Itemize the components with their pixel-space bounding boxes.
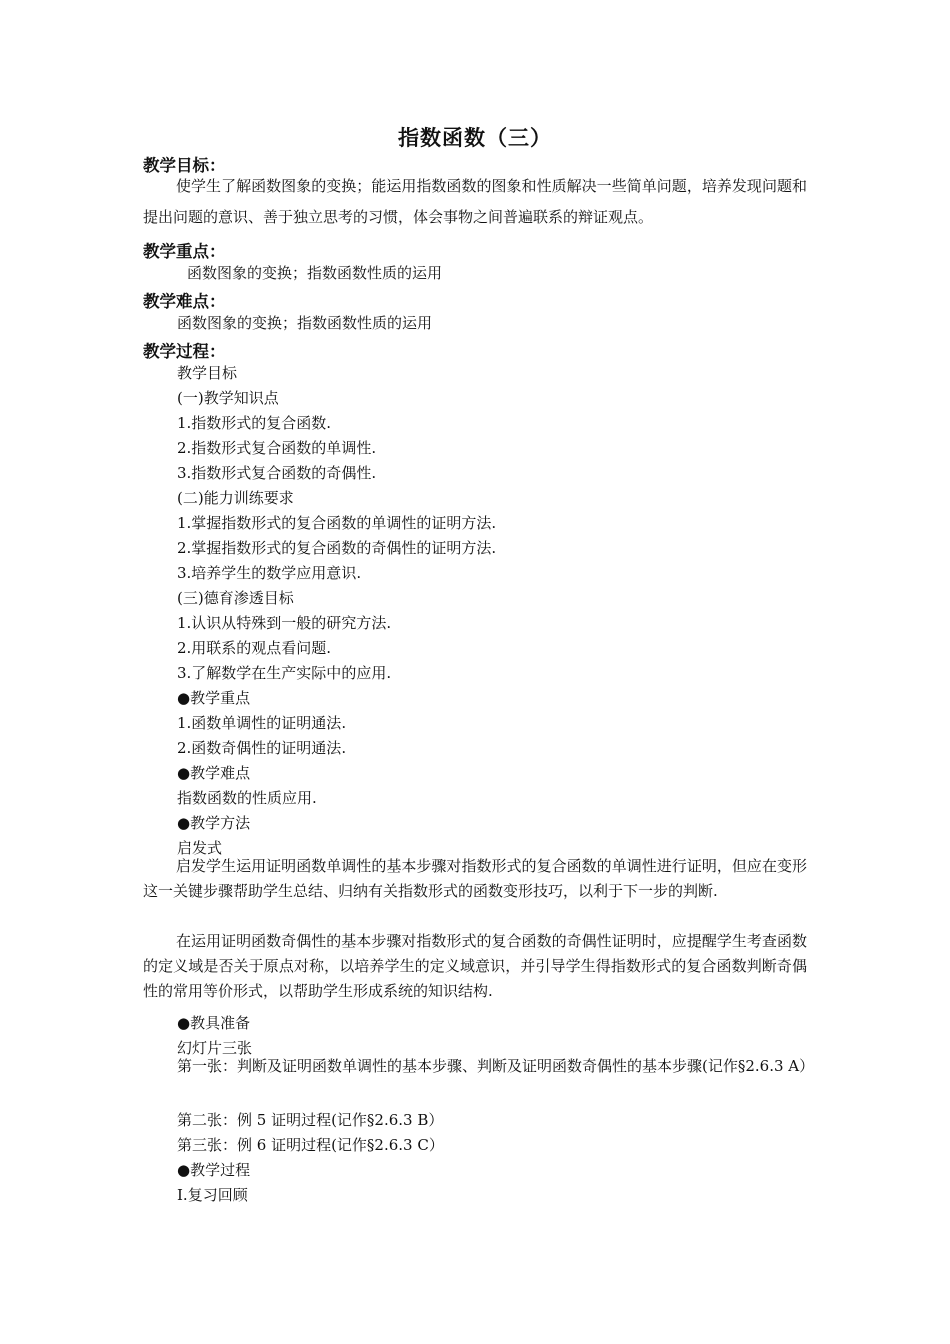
key-point-heading: 教学重点： bbox=[143, 242, 226, 261]
difficult-point-heading: 教学难点： bbox=[143, 292, 226, 311]
page-title: 指数函数（三） bbox=[398, 126, 552, 150]
tools-heading: ●教具准备 bbox=[177, 1014, 251, 1032]
slide-1-text: 第一张：判断及证明函数单调性的基本步骤、判断及证明函数奇偶性的基本步骤(记作§2.6.3 A） bbox=[177, 1057, 815, 1075]
list-item: 3.了解数学在生产实际中的应用. bbox=[177, 664, 392, 682]
list-item: (二)能力训练要求 bbox=[177, 489, 294, 507]
list-item: (三)德育渗透目标 bbox=[177, 589, 294, 607]
method-paragraph-1: 启发学生运用证明函数单调性的基本步骤对指数形式的复合函数的单调性进行证明，但应在变形这一关键步骤帮助学生总结、归纳有关指数形式的函数变形技巧，以利于下一步的判断. bbox=[143, 857, 807, 900]
goal-paragraph: 使学生了解函数图象的变换；能运用指数函数的图象和性质解决一些简单问题，培养发现问题和提出问题的意识、善于独立思考的习惯，体会事物之间普遍联系的辩证观点。 bbox=[143, 177, 807, 226]
list-item: ●教学方法 bbox=[177, 814, 251, 832]
list-item: 3.培养学生的数学应用意识. bbox=[177, 564, 362, 582]
list-item: 2.掌握指数形式的复合函数的奇偶性的证明方法. bbox=[177, 539, 497, 557]
key-point-text: 函数图象的变换；指数函数性质的运用 bbox=[187, 264, 443, 282]
process-heading: 教学过程： bbox=[143, 342, 226, 361]
list-item: 1.掌握指数形式的复合函数的单调性的证明方法. bbox=[177, 514, 497, 532]
process-subheading: ●教学过程 bbox=[177, 1161, 251, 1179]
list-item: 2.用联系的观点看问题. bbox=[177, 639, 332, 657]
review-item: Ⅰ.复习回顾 bbox=[177, 1186, 248, 1204]
list-item: 3.指数形式复合函数的奇偶性. bbox=[177, 464, 377, 482]
list-item: 1.函数单调性的证明通法. bbox=[177, 714, 347, 732]
list-item: ●教学难点 bbox=[177, 764, 251, 782]
list-item: 2.函数奇偶性的证明通法. bbox=[177, 739, 347, 757]
list-item: (一)教学知识点 bbox=[177, 389, 279, 407]
list-item: 1.认识从特殊到一般的研究方法. bbox=[177, 614, 392, 632]
slide-3-text: 第三张：例 6 证明过程(记作§2.6.3 C） bbox=[177, 1136, 444, 1154]
list-item: 教学目标 bbox=[177, 364, 238, 382]
difficult-point-text: 函数图象的变换；指数函数性质的运用 bbox=[177, 314, 433, 332]
slide-2-text: 第二张：例 5 证明过程(记作§2.6.3 B） bbox=[177, 1111, 444, 1129]
list-item: 1.指数形式的复合函数. bbox=[177, 414, 332, 432]
goal-heading: 教学目标： bbox=[143, 156, 226, 175]
list-item: 指数函数的性质应用. bbox=[177, 789, 317, 807]
list-item: 2.指数形式复合函数的单调性. bbox=[177, 439, 377, 457]
list-item: ●教学重点 bbox=[177, 689, 251, 707]
tools-slides: 幻灯片三张 bbox=[177, 1039, 253, 1057]
method-paragraph-2: 在运用证明函数奇偶性的基本步骤对指数形式的复合函数的奇偶性证明时，应提醒学生考查函数的定义域是否关于原点对称，以培养学生的定义域意识，并引导学生得指数形式的复合函数判断奇偶性的常用等价形式，以帮助学生形成系统的知识结构. bbox=[143, 932, 807, 1000]
list-item: 启发式 bbox=[177, 839, 223, 857]
